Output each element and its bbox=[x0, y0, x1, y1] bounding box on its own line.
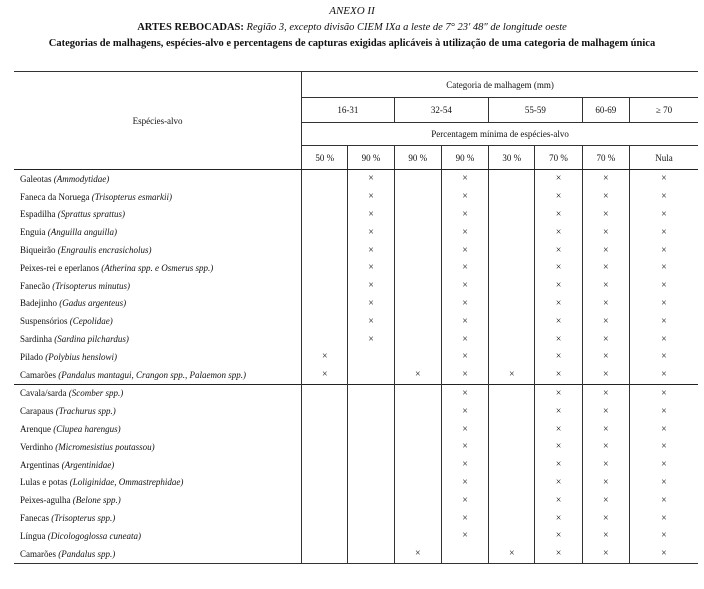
empty-cell bbox=[394, 420, 441, 438]
empty-cell bbox=[302, 545, 348, 563]
species-name: Suspensórios bbox=[20, 316, 68, 327]
species-cell bbox=[14, 420, 302, 438]
empty-cell bbox=[441, 545, 488, 563]
mark-cell: × bbox=[348, 312, 394, 330]
mark-cell: × bbox=[302, 348, 348, 366]
table-row bbox=[14, 420, 698, 438]
mark-cell: × bbox=[629, 491, 698, 509]
species-scientific-name: (Trisopterus minutus) bbox=[52, 280, 130, 291]
species-cell bbox=[14, 384, 302, 402]
annex-label: ANEXO II bbox=[329, 5, 375, 17]
mark-cell: × bbox=[441, 474, 488, 492]
percent-value: 70 % bbox=[535, 146, 582, 170]
empty-cell bbox=[489, 491, 535, 509]
empty-cell bbox=[302, 474, 348, 492]
mark-cell: × bbox=[582, 491, 629, 509]
mark-cell: × bbox=[629, 223, 698, 241]
table-row bbox=[14, 241, 698, 259]
empty-cell bbox=[348, 545, 394, 563]
mark-cell: × bbox=[582, 241, 629, 259]
empty-cell bbox=[394, 402, 441, 420]
species-scientific-name: (Ammodytidae) bbox=[53, 173, 110, 184]
mark-cell: × bbox=[394, 545, 441, 563]
mark-cell: × bbox=[535, 295, 582, 313]
table-row bbox=[14, 545, 698, 563]
mark-cell: × bbox=[535, 420, 582, 438]
mark-cell: × bbox=[629, 312, 698, 330]
species-scientific-name: (Cepolidae) bbox=[69, 316, 113, 327]
mark-cell: × bbox=[441, 241, 488, 259]
mark-cell: × bbox=[629, 330, 698, 348]
percent-value: 50 % bbox=[302, 146, 348, 170]
species-cell bbox=[14, 330, 302, 348]
table-row bbox=[14, 170, 698, 188]
empty-cell bbox=[489, 402, 535, 420]
species-scientific-name: (Sardina pilchardus) bbox=[54, 334, 129, 345]
mark-cell: × bbox=[582, 509, 629, 527]
species-cell bbox=[14, 170, 302, 188]
mark-cell: × bbox=[348, 330, 394, 348]
empty-cell bbox=[489, 456, 535, 474]
empty-cell bbox=[348, 384, 394, 402]
species-cell bbox=[14, 545, 302, 563]
mark-cell: × bbox=[302, 366, 348, 384]
empty-cell bbox=[348, 474, 394, 492]
mark-cell: × bbox=[441, 366, 488, 384]
mark-cell: × bbox=[535, 509, 582, 527]
mesh-category: 32-54 bbox=[394, 98, 489, 123]
mark-cell: × bbox=[441, 384, 488, 402]
mark-cell: × bbox=[629, 474, 698, 492]
empty-cell bbox=[302, 295, 348, 313]
mark-cell: × bbox=[348, 188, 394, 206]
mark-cell: × bbox=[629, 456, 698, 474]
species-scientific-name: (Gadus argenteus) bbox=[59, 298, 127, 309]
table-row bbox=[14, 456, 698, 474]
species-scientific-name: (Anguilla anguilla) bbox=[47, 227, 117, 238]
species-cell bbox=[14, 223, 302, 241]
mark-cell: × bbox=[582, 456, 629, 474]
document-title bbox=[0, 22, 704, 33]
table-body bbox=[14, 170, 698, 564]
table-row bbox=[14, 474, 698, 492]
species-name: Argentinas bbox=[20, 459, 60, 470]
species-scientific-name: (Trachurus spp.) bbox=[55, 406, 116, 417]
mark-cell: × bbox=[441, 438, 488, 456]
empty-cell bbox=[394, 259, 441, 277]
species-name: Pilado bbox=[20, 351, 44, 362]
table-row bbox=[14, 295, 698, 313]
mark-cell: × bbox=[629, 188, 698, 206]
mark-cell: × bbox=[348, 295, 394, 313]
table-row bbox=[14, 188, 698, 206]
species-cell bbox=[14, 259, 302, 277]
mark-cell: × bbox=[582, 474, 629, 492]
table-row bbox=[14, 509, 698, 527]
empty-cell bbox=[394, 527, 441, 545]
empty-cell bbox=[302, 491, 348, 509]
empty-cell bbox=[394, 241, 441, 259]
mark-cell: × bbox=[535, 223, 582, 241]
mark-cell: × bbox=[582, 188, 629, 206]
mark-cell: × bbox=[441, 402, 488, 420]
species-cell bbox=[14, 527, 302, 545]
species-cell bbox=[14, 312, 302, 330]
empty-cell bbox=[489, 223, 535, 241]
table-row bbox=[14, 366, 698, 384]
mark-cell: × bbox=[582, 223, 629, 241]
mark-cell: × bbox=[582, 527, 629, 545]
mark-cell: × bbox=[629, 545, 698, 563]
empty-cell bbox=[394, 330, 441, 348]
percent-header: Percentagem mínima de espécies-alvo bbox=[302, 123, 698, 146]
empty-cell bbox=[348, 527, 394, 545]
species-name: Enguia bbox=[20, 227, 46, 238]
species-name: Sardinha bbox=[20, 334, 52, 345]
empty-cell bbox=[302, 312, 348, 330]
mark-cell: × bbox=[629, 348, 698, 366]
empty-cell bbox=[489, 420, 535, 438]
empty-cell bbox=[489, 527, 535, 545]
mark-cell: × bbox=[441, 330, 488, 348]
mark-cell: × bbox=[582, 170, 629, 188]
mark-cell: × bbox=[348, 223, 394, 241]
table-row bbox=[14, 527, 698, 545]
empty-cell bbox=[394, 474, 441, 492]
species-cell bbox=[14, 402, 302, 420]
species-name: Arenque bbox=[20, 424, 51, 435]
empty-cell bbox=[394, 509, 441, 527]
table-row bbox=[14, 438, 698, 456]
species-cell bbox=[14, 456, 302, 474]
table-row bbox=[14, 206, 698, 224]
empty-cell bbox=[302, 259, 348, 277]
empty-cell bbox=[348, 438, 394, 456]
species-cell bbox=[14, 366, 302, 384]
species-cell bbox=[14, 206, 302, 224]
empty-cell bbox=[302, 438, 348, 456]
mark-cell: × bbox=[535, 170, 582, 188]
mark-cell: × bbox=[582, 330, 629, 348]
table-row bbox=[14, 402, 698, 420]
empty-cell bbox=[394, 295, 441, 313]
percent-value: 30 % bbox=[489, 146, 535, 170]
species-cell bbox=[14, 277, 302, 295]
species-name: Biqueirão bbox=[20, 245, 56, 256]
empty-cell bbox=[489, 241, 535, 259]
mark-cell: × bbox=[441, 348, 488, 366]
mark-cell: × bbox=[394, 366, 441, 384]
empty-cell bbox=[489, 277, 535, 295]
species-name: Camarões bbox=[20, 548, 56, 559]
percent-value: 70 % bbox=[582, 146, 629, 170]
mark-cell: × bbox=[489, 545, 535, 563]
species-cell bbox=[14, 491, 302, 509]
mark-cell: × bbox=[535, 384, 582, 402]
mark-cell: × bbox=[629, 170, 698, 188]
species-name: Cavala/sarda bbox=[20, 388, 67, 399]
mark-cell: × bbox=[629, 206, 698, 224]
species-scientific-name: (Atherina spp. e Osmerus spp.) bbox=[101, 262, 214, 273]
empty-cell bbox=[302, 223, 348, 241]
species-scientific-name: (Polybius henslowi) bbox=[45, 351, 118, 362]
empty-cell bbox=[302, 241, 348, 259]
empty-cell bbox=[394, 491, 441, 509]
empty-cell bbox=[302, 170, 348, 188]
mark-cell: × bbox=[582, 366, 629, 384]
table-row bbox=[14, 223, 698, 241]
empty-cell bbox=[394, 206, 441, 224]
species-name: Verdinho bbox=[20, 441, 53, 452]
mark-cell: × bbox=[535, 545, 582, 563]
empty-cell bbox=[489, 509, 535, 527]
mark-cell: × bbox=[582, 206, 629, 224]
empty-cell bbox=[489, 438, 535, 456]
empty-cell bbox=[394, 277, 441, 295]
mark-cell: × bbox=[535, 491, 582, 509]
empty-cell bbox=[394, 223, 441, 241]
species-scientific-name: (Dicologoglossa cuneata) bbox=[47, 530, 141, 541]
empty-cell bbox=[489, 474, 535, 492]
species-name: Badejinho bbox=[20, 298, 57, 309]
mark-cell: × bbox=[535, 312, 582, 330]
species-scientific-name: (Argentinidae) bbox=[61, 459, 115, 470]
mark-cell: × bbox=[582, 545, 629, 563]
mark-cell: × bbox=[582, 312, 629, 330]
species-name: Carapaus bbox=[20, 406, 54, 417]
species-name: Camarões bbox=[20, 369, 56, 380]
mark-cell: × bbox=[629, 438, 698, 456]
empty-cell bbox=[302, 188, 348, 206]
species-scientific-name: (Trisopterus esmarkii) bbox=[91, 191, 172, 202]
empty-cell bbox=[489, 295, 535, 313]
mark-cell: × bbox=[535, 188, 582, 206]
mesh-category: 16-31 bbox=[302, 98, 395, 123]
mark-cell: × bbox=[629, 527, 698, 545]
percent-value: 90 % bbox=[394, 146, 441, 170]
species-cell bbox=[14, 474, 302, 492]
mark-cell: × bbox=[441, 312, 488, 330]
mark-cell: × bbox=[348, 259, 394, 277]
empty-cell bbox=[302, 384, 348, 402]
species-name: Peixes-rei e eperlanos bbox=[20, 262, 99, 273]
mark-cell: × bbox=[441, 509, 488, 527]
mark-cell: × bbox=[582, 420, 629, 438]
species-cell bbox=[14, 509, 302, 527]
percent-value: Nula bbox=[629, 146, 698, 170]
mark-cell: × bbox=[441, 491, 488, 509]
empty-cell bbox=[302, 509, 348, 527]
species-name: Faneca da Noruega bbox=[20, 191, 90, 202]
mark-cell: × bbox=[441, 259, 488, 277]
empty-cell bbox=[394, 312, 441, 330]
empty-cell bbox=[348, 420, 394, 438]
percent-value: 90 % bbox=[348, 146, 394, 170]
mark-cell: × bbox=[441, 295, 488, 313]
mark-cell: × bbox=[535, 456, 582, 474]
mark-cell: × bbox=[629, 277, 698, 295]
empty-cell bbox=[302, 527, 348, 545]
species-scientific-name: (Belone spp.) bbox=[72, 495, 121, 506]
mark-cell: × bbox=[582, 348, 629, 366]
empty-cell bbox=[302, 330, 348, 348]
mark-cell: × bbox=[348, 241, 394, 259]
empty-cell bbox=[489, 384, 535, 402]
empty-cell bbox=[348, 366, 394, 384]
mark-cell: × bbox=[535, 277, 582, 295]
mark-cell: × bbox=[535, 206, 582, 224]
empty-cell bbox=[489, 188, 535, 206]
mark-cell: × bbox=[535, 330, 582, 348]
mark-cell: × bbox=[629, 509, 698, 527]
species-cell bbox=[14, 438, 302, 456]
species-scientific-name: (Trisopterus spp.) bbox=[51, 513, 116, 524]
species-scientific-name: (Clupea harengus) bbox=[53, 424, 121, 435]
empty-cell bbox=[348, 509, 394, 527]
empty-cell bbox=[394, 188, 441, 206]
species-cell bbox=[14, 295, 302, 313]
species-header: Espécies-alvo bbox=[14, 72, 302, 170]
mesh-category: 55-59 bbox=[489, 98, 583, 123]
mark-cell: × bbox=[582, 438, 629, 456]
species-name: Fanecão bbox=[20, 280, 50, 291]
mesh-table bbox=[14, 71, 698, 564]
mark-cell: × bbox=[441, 456, 488, 474]
empty-cell bbox=[348, 348, 394, 366]
empty-cell bbox=[348, 491, 394, 509]
title-bold: ARTES REBOCADAS: bbox=[137, 22, 244, 33]
species-name: Galeotas bbox=[20, 173, 52, 184]
mark-cell: × bbox=[441, 170, 488, 188]
mesh-header: Categoria de malhagem (mm) bbox=[302, 72, 698, 98]
empty-cell bbox=[394, 170, 441, 188]
empty-cell bbox=[489, 330, 535, 348]
species-name: Peixes-agulha bbox=[20, 495, 71, 506]
mark-cell: × bbox=[441, 527, 488, 545]
table-row bbox=[14, 384, 698, 402]
mark-cell: × bbox=[629, 366, 698, 384]
table-row bbox=[14, 491, 698, 509]
species-scientific-name: (Sprattus sprattus) bbox=[57, 209, 126, 220]
empty-cell bbox=[394, 438, 441, 456]
mark-cell: × bbox=[629, 420, 698, 438]
species-scientific-name: (Pandalus spp.) bbox=[58, 548, 116, 559]
empty-cell bbox=[489, 348, 535, 366]
table-row bbox=[14, 330, 698, 348]
title-italic: Região 3, excepto divisão CIEM IXa a leste de 7° 23′ 48″ de longitude oeste bbox=[246, 22, 567, 33]
table-row bbox=[14, 312, 698, 330]
mark-cell: × bbox=[582, 259, 629, 277]
percent-value: 90 % bbox=[441, 146, 488, 170]
mark-cell: × bbox=[582, 295, 629, 313]
empty-cell bbox=[489, 206, 535, 224]
mark-cell: × bbox=[441, 277, 488, 295]
mark-cell: × bbox=[582, 402, 629, 420]
mark-cell: × bbox=[629, 295, 698, 313]
table-row bbox=[14, 259, 698, 277]
mark-cell: × bbox=[348, 170, 394, 188]
mark-cell: × bbox=[629, 384, 698, 402]
species-name: Fanecas bbox=[20, 513, 49, 524]
species-name: Língua bbox=[20, 530, 46, 541]
species-scientific-name: (Scomber spp.) bbox=[68, 388, 124, 399]
species-name: Espadilha bbox=[20, 209, 56, 220]
document-subtitle: Categorias de malhagens, espécies-alvo e percentagens de capturas exigidas aplicáveis à utilização de uma categoria de malhagem única bbox=[48, 38, 656, 49]
mark-cell: × bbox=[582, 277, 629, 295]
mark-cell: × bbox=[535, 474, 582, 492]
mark-cell: × bbox=[582, 384, 629, 402]
mark-cell: × bbox=[441, 420, 488, 438]
mark-cell: × bbox=[348, 277, 394, 295]
empty-cell bbox=[489, 259, 535, 277]
mark-cell: × bbox=[348, 206, 394, 224]
species-scientific-name: (Engraulis encrasicholus) bbox=[57, 245, 152, 256]
empty-cell bbox=[394, 456, 441, 474]
mark-cell: × bbox=[441, 206, 488, 224]
mark-cell: × bbox=[535, 438, 582, 456]
mark-cell: × bbox=[535, 259, 582, 277]
species-cell bbox=[14, 188, 302, 206]
mark-cell: × bbox=[535, 527, 582, 545]
empty-cell bbox=[302, 402, 348, 420]
mark-cell: × bbox=[629, 402, 698, 420]
species-scientific-name: (Micromesistius poutassou) bbox=[55, 441, 155, 452]
empty-cell bbox=[302, 206, 348, 224]
species-cell bbox=[14, 348, 302, 366]
mesh-category: ≥ 70 bbox=[629, 98, 698, 123]
species-cell bbox=[14, 241, 302, 259]
empty-cell bbox=[489, 312, 535, 330]
empty-cell bbox=[348, 456, 394, 474]
empty-cell bbox=[302, 277, 348, 295]
mark-cell: × bbox=[441, 188, 488, 206]
species-scientific-name: (Loliginidae, Ommastrephidae) bbox=[69, 477, 184, 488]
mark-cell: × bbox=[629, 241, 698, 259]
species-scientific-name: (Pandalus mantagui, Crangon spp., Palaemon spp.) bbox=[58, 369, 246, 380]
empty-cell bbox=[302, 420, 348, 438]
table-row bbox=[14, 348, 698, 366]
mark-cell: × bbox=[535, 366, 582, 384]
empty-cell bbox=[348, 402, 394, 420]
table-row bbox=[14, 277, 698, 295]
empty-cell bbox=[394, 384, 441, 402]
mark-cell: × bbox=[535, 241, 582, 259]
mark-cell: × bbox=[629, 259, 698, 277]
mark-cell: × bbox=[441, 223, 488, 241]
mark-cell: × bbox=[535, 402, 582, 420]
species-name: Lulas e potas bbox=[20, 477, 68, 488]
empty-cell bbox=[394, 348, 441, 366]
mark-cell: × bbox=[489, 366, 535, 384]
mesh-category: 60-69 bbox=[582, 98, 629, 123]
empty-cell bbox=[489, 170, 535, 188]
mark-cell: × bbox=[535, 348, 582, 366]
empty-cell bbox=[302, 456, 348, 474]
